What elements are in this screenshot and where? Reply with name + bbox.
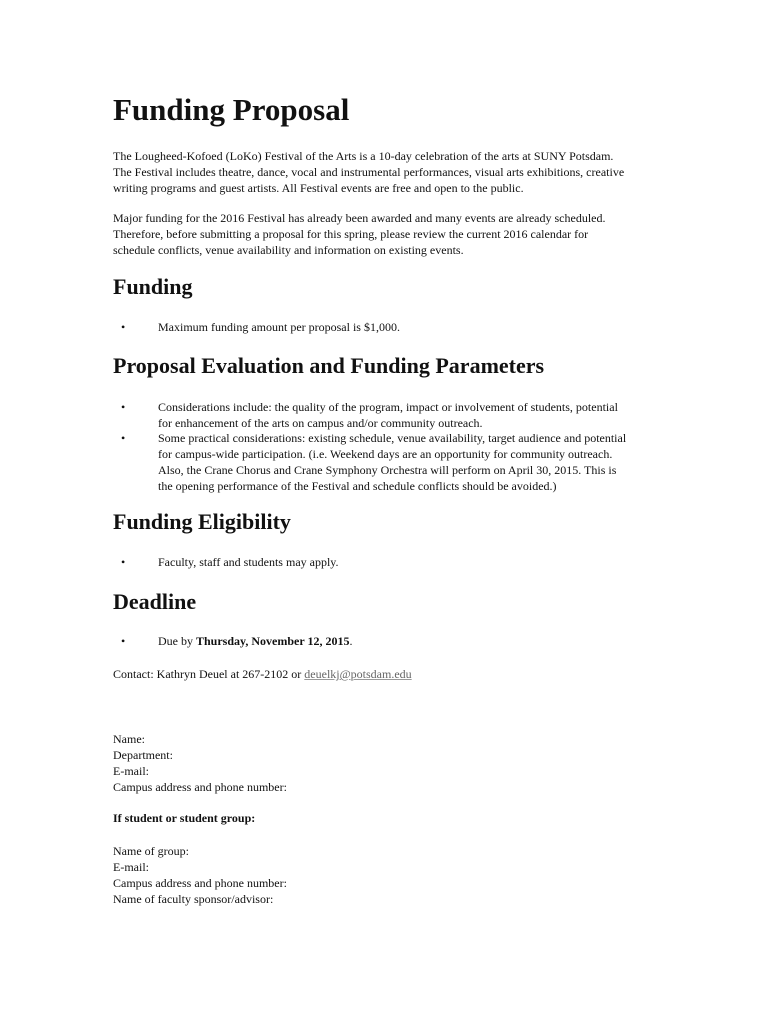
text-line: Therefore, before submitting a proposal for this spring, please review the current 2016 calendar for [113,227,589,241]
bullet-icon: • [121,400,126,414]
contact-text: Contact: Kathryn Deuel at 267-2102 or [113,667,305,681]
text-line: schedule conflicts, venue availability and information on existing events. [113,243,464,257]
student-section-heading [113,810,658,826]
text-line: Also, the Crane Chorus and Crane Symphony Orchestra will perform on April 30, 2015. This is [158,463,617,477]
evaluation-item-1 [158,399,658,431]
text-line: The Lougheed-Kofoed (LoKo) Festival of the Arts is a 10-day celebration of the arts at SUNY Potsdam. [113,149,614,163]
text-line: for campus-wide participation. (i.e. Weekend days are an opportunity for community outreach. [158,447,613,461]
bullet-icon: • [121,431,126,445]
deadline-date: Thursday, November 12, 2015 [196,634,350,648]
page-title: Funding Proposal [113,92,350,127]
evaluation-item-2 [158,430,658,494]
form-label: Name: [113,732,145,746]
form-label: E-mail: [113,860,149,874]
text-line: Considerations include: the quality of the program, impact or involvement of students, potential [158,400,618,414]
form-label: Name of group: [113,844,189,858]
text-line: Major funding for the 2016 Festival has already been awarded and many events are already scheduled. [113,211,606,225]
eligibility-item [158,554,658,570]
bullet-icon: • [121,320,126,334]
text-line: the opening performance of the Festival and schedule conflicts should be avoided.) [158,479,557,493]
contact-line [113,666,658,682]
text-line: Maximum funding amount per proposal is $1,000. [158,320,400,334]
intro-paragraph-2 [113,210,658,258]
funding-item [158,319,658,335]
text-line [158,633,658,649]
bullet-icon: • [121,555,126,569]
form-label: Department: [113,748,173,762]
funding-heading: Funding [113,274,193,299]
form-label: Campus address and phone number: [113,876,287,890]
text-line: Some practical considerations: existing schedule, venue availability, target audience and potential [158,431,627,445]
text-line: If student or student group: [113,811,256,825]
contact-email-link[interactable]: deuelkj@potsdam.edu [304,667,412,681]
form-fields-1 [113,731,658,795]
text-line: Faculty, staff and students may apply. [158,555,339,569]
text-line: The Festival includes theatre, dance, vocal and instrumental performances, visual arts exhibitions, creative [113,165,625,179]
form-label: Campus address and phone number: [113,780,287,794]
form-fields-2 [113,843,658,907]
bullet-icon: • [121,634,126,648]
eligibility-heading: Funding Eligibility [113,509,291,534]
deadline-item [158,633,658,649]
deadline-suffix: . [349,634,353,648]
deadline-heading: Deadline [113,589,197,614]
text-line: writing programs and guest artists. All Festival events are free and open to the public. [113,181,524,195]
text-line: for enhancement of the arts on campus and/or community outreach. [158,416,483,430]
form-label: E-mail: [113,764,149,778]
evaluation-heading: Proposal Evaluation and Funding Parameters [113,353,545,378]
intro-paragraph-1 [113,148,658,196]
deadline-prefix: Due by [158,634,196,648]
text-line [113,666,658,682]
form-label: Name of faculty sponsor/advisor: [113,892,274,906]
